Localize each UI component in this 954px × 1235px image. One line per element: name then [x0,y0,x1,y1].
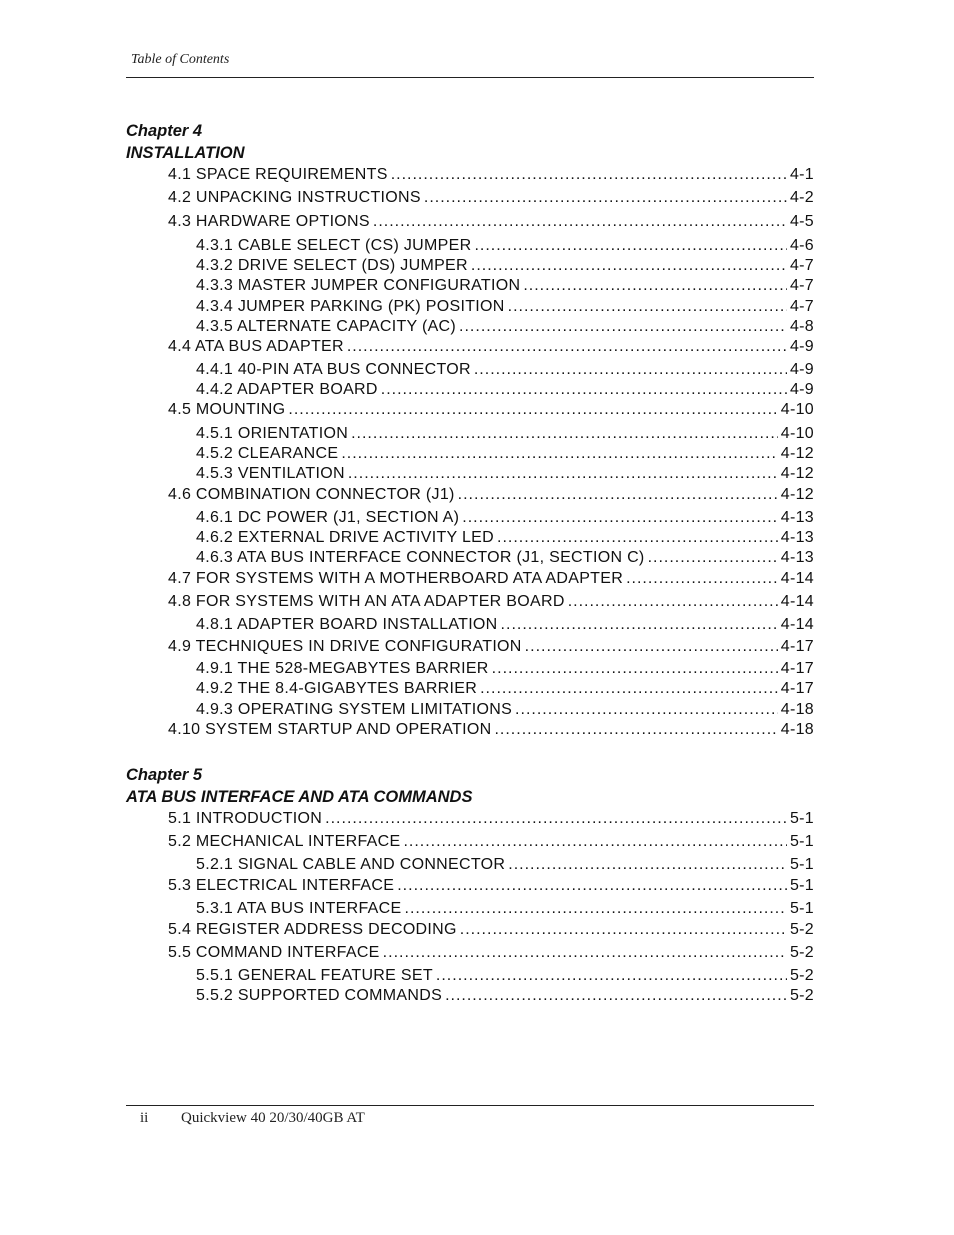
toc-entry[interactable] [196,966,814,986]
chapter-label: Chapter 4 [126,122,203,140]
toc-entry[interactable] [196,528,814,548]
toc-entry[interactable] [196,276,814,296]
toc-entry-page: 4-8 [789,318,814,335]
toc-entry-title: 4.4 ATA BUS ADAPTER [168,338,344,355]
toc-entry-title: 4.5.3 VENTILATION [196,465,345,482]
toc-entry[interactable] [196,424,814,444]
dot-leader [471,256,787,276]
toc-entry[interactable] [196,256,814,276]
toc-entry[interactable] [196,659,814,679]
dot-leader [508,855,787,875]
dot-leader [403,832,787,852]
toc-entry[interactable] [196,464,814,484]
toc-entry-page: 5-1 [789,900,814,917]
toc-entry[interactable] [196,899,814,919]
toc-entry-title: 4.5 MOUNTING [168,401,286,418]
dot-leader [373,212,787,232]
dot-leader [501,615,778,635]
toc-entry[interactable] [196,986,814,1006]
dot-leader [445,986,787,1006]
toc-entry-title: 4.5.2 CLEARANCE [196,445,339,462]
toc-entry-page: 5-2 [789,987,814,1004]
toc-entry-title: 5.3.1 ATA BUS INTERFACE [196,900,402,917]
toc-entry[interactable] [168,485,814,505]
toc-entry[interactable] [168,337,814,357]
toc-entry-page: 4-12 [780,486,814,503]
toc-entry-title: 4.6.2 EXTERNAL DRIVE ACTIVITY LED [196,529,495,546]
dot-leader [347,337,787,357]
toc-entry-title: 5.2.1 SIGNAL CABLE AND CONNECTOR [196,856,506,873]
toc-entry-page: 5-1 [789,833,814,850]
dot-leader [523,276,787,296]
toc-entry-page: 4-9 [789,381,814,398]
dot-leader [648,548,778,568]
running-header: Table of Contents [131,52,230,67]
toc-entry-page: 5-2 [789,921,814,938]
toc-entry[interactable] [168,876,814,896]
toc-entry[interactable] [168,212,814,232]
toc-entry[interactable] [168,569,814,589]
toc-entry-page: 4-10 [780,425,814,442]
toc-entry[interactable] [196,615,814,635]
dot-leader [341,444,777,464]
dot-leader [383,943,787,963]
toc-entry-title: 4.3.1 CABLE SELECT (CS) JUMPER [196,237,472,254]
toc-entry-title: 4.6 COMBINATION CONNECTOR (J1) [168,486,455,503]
dot-leader [474,236,787,256]
toc-entry-title: 4.9.3 OPERATING SYSTEM LIMITATIONS [196,701,513,718]
toc-entry-title: 5.5 COMMAND INTERFACE [168,944,380,961]
dot-leader [508,297,787,317]
toc-entry-page: 4-5 [789,213,814,230]
toc-entry[interactable] [196,548,814,568]
toc-entry-page: 4-12 [780,465,814,482]
toc-entry-page: 4-9 [789,361,814,378]
toc-entry[interactable] [168,400,814,420]
dot-leader [494,720,777,740]
toc-entry-page: 4-1 [789,166,814,183]
toc-entry[interactable] [168,720,814,740]
toc-entry-page: 4-13 [780,529,814,546]
toc-entry-page: 4-17 [780,638,814,655]
toc-entry[interactable] [196,360,814,380]
toc-entry-page: 4-14 [780,570,814,587]
toc-entry-title: 4.10 SYSTEM STARTUP AND OPERATION [168,721,492,738]
toc-entry-title: 4.6.3 ATA BUS INTERFACE CONNECTOR (J1, SECTION C) [196,549,645,566]
toc-entry[interactable] [196,679,814,699]
toc-entry-title: 4.1 SPACE REQUIREMENTS [168,166,388,183]
dot-leader [459,317,787,337]
toc-entry-page: 4-13 [780,549,814,566]
toc-entry-page: 5-2 [789,944,814,961]
toc-entry[interactable] [196,700,814,720]
dot-leader [497,528,778,548]
toc-entry[interactable] [196,855,814,875]
chapter-title: ATA BUS INTERFACE AND ATA COMMANDS [126,788,473,806]
dot-leader [348,464,778,484]
dot-leader [460,920,787,940]
toc-entry[interactable] [196,380,814,400]
toc-entry-title: 5.5.1 GENERAL FEATURE SET [196,967,433,984]
toc-entry-title: 4.6.1 DC POWER (J1, SECTION A) [196,509,460,526]
toc-entry-page: 4-13 [780,509,814,526]
toc-entry[interactable] [168,809,814,829]
toc-entry-title: 4.4.2 ADAPTER BOARD [196,381,378,398]
dot-leader [515,700,778,720]
dot-leader [480,679,778,699]
toc-entry-page: 4-17 [780,680,814,697]
toc-entry-title: 5.5.2 SUPPORTED COMMANDS [196,987,443,1004]
toc-entry-title: 4.5.1 ORIENTATION [196,425,349,442]
toc-entry-page: 5-2 [789,967,814,984]
toc-entry-page: 4-7 [789,257,814,274]
dot-leader [351,424,778,444]
toc-entry-page: 4-7 [789,277,814,294]
dot-leader [458,485,778,505]
toc-entry-page: 5-1 [789,810,814,827]
chapter-title: INSTALLATION [126,144,245,162]
toc-entry-page: 4-9 [789,338,814,355]
toc-entry[interactable] [168,188,814,208]
chapter-label: Chapter 5 [126,766,203,784]
toc-entry-title: 5.2 MECHANICAL INTERFACE [168,833,401,850]
toc-entry-title: 5.3 ELECTRICAL INTERFACE [168,877,395,894]
toc-entry-page: 4-2 [789,189,814,206]
dot-leader [525,637,778,657]
toc-entry[interactable] [196,317,814,337]
footer-doc-title: Quickview 40 20/30/40GB AT [181,1110,365,1126]
toc-entry[interactable] [168,920,814,940]
dot-leader [474,360,787,380]
dot-leader [568,592,778,612]
toc-entry-title: 5.4 REGISTER ADDRESS DECODING [168,921,457,938]
toc-entry-title: 4.3.5 ALTERNATE CAPACITY (AC) [196,318,457,335]
toc-entry-page: 4-17 [780,660,814,677]
dot-leader [492,659,778,679]
toc-entry[interactable] [196,236,814,256]
toc-entry[interactable] [168,165,814,185]
toc-entry-page: 4-14 [780,593,814,610]
toc-entry[interactable] [196,297,814,317]
header-rule [126,77,814,78]
toc-entry-title: 4.9.1 THE 528-MEGABYTES BARRIER [196,660,489,677]
dot-leader [288,400,777,420]
toc-entry-title: 4.3 HARDWARE OPTIONS [168,213,370,230]
dot-leader [462,508,777,528]
toc-entry-title: 4.9 TECHNIQUES IN DRIVE CONFIGURATION [168,638,522,655]
dot-leader [325,809,787,829]
toc-entry[interactable] [196,508,814,528]
toc-entry-page: 4-6 [789,237,814,254]
toc-entry-title: 4.9.2 THE 8.4-GIGABYTES BARRIER [196,680,478,697]
dot-leader [626,569,778,589]
toc-entry-title: 4.2 UNPACKING INSTRUCTIONS [168,189,421,206]
dot-leader [424,188,787,208]
toc-entry[interactable] [168,832,814,852]
toc-entry-page: 4-18 [780,721,814,738]
toc-entry-title: 4.8 FOR SYSTEMS WITH AN ATA ADAPTER BOARD [168,593,565,610]
toc-entry-page: 4-12 [780,445,814,462]
toc-entry[interactable] [168,592,814,612]
toc-entry-page: 5-1 [789,877,814,894]
toc-entry-page: 4-18 [780,701,814,718]
dot-leader [405,899,787,919]
toc-entry-title: 4.8.1 ADAPTER BOARD INSTALLATION [196,616,498,633]
toc-entry-title: 4.3.3 MASTER JUMPER CONFIGURATION [196,277,521,294]
dot-leader [436,966,787,986]
dot-leader [391,165,787,185]
toc-entry-page: 4-7 [789,298,814,315]
toc-entry-title: 4.4.1 40-PIN ATA BUS CONNECTOR [196,361,471,378]
toc-entry[interactable] [168,637,814,657]
dot-leader [381,380,787,400]
toc-entry-page: 5-1 [789,856,814,873]
toc-entry-page: 4-14 [780,616,814,633]
toc-entry[interactable] [196,444,814,464]
toc-entry-title: 4.3.2 DRIVE SELECT (DS) JUMPER [196,257,468,274]
dot-leader [397,876,787,896]
footer-rule [126,1105,814,1106]
toc-entry[interactable] [168,943,814,963]
toc-entry-page: 4-10 [780,401,814,418]
toc-entry-title: 5.1 INTRODUCTION [168,810,323,827]
toc-entry-title: 4.3.4 JUMPER PARKING (PK) POSITION [196,298,505,315]
toc-entry-title: 4.7 FOR SYSTEMS WITH A MOTHERBOARD ATA ADAPTER [168,570,624,587]
footer-page-number: ii [140,1110,149,1126]
